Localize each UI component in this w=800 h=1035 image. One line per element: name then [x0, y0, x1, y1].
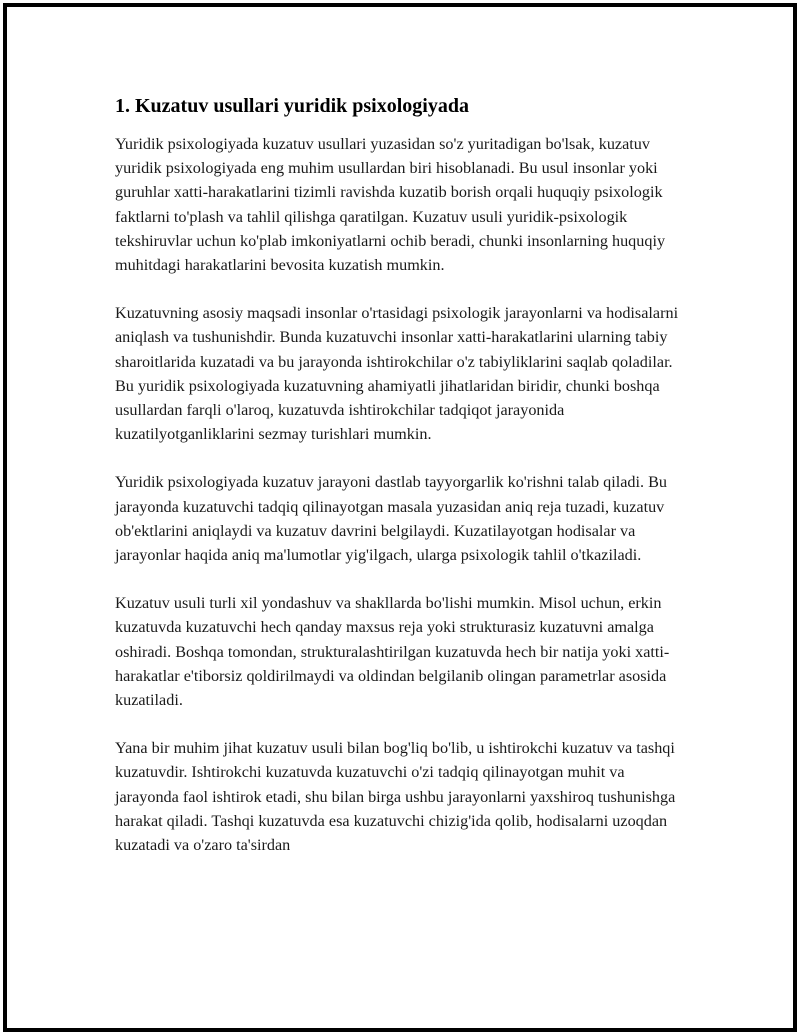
paragraph-2: Kuzatuvning asosiy maqsadi insonlar o'rtasidagi psixologik jarayonlarni va hodisalarni aniqlash va tushunishdir. Bunda kuzatuvchi insonlar xatti-harakatlarini ularning tabiy sharoitlarida kuzatadi va bu jarayonda ishtirokchilar o'z tabiyliklarini saqlab qoladilar. Bu yuridik psixologiyada kuzatuvning ahamiyatli jihatlaridan biridir, chunki boshqa usullardan farqli o'laroq, kuzatuvda ishtirokchilar tadqiqot jarayonida kuzatilyotganliklarini sezmay turishlari mumkin. [115, 304, 679, 444]
section-heading: 1. Kuzatuv usullari yuridik psixologiyada [115, 95, 469, 117]
document-body [115, 93, 690, 881]
paragraph-1: Yuridik psixologiyada kuzatuv usullari yuzasidan so'z yuritadigan bo'lsak, kuzatuv yuridik psixologiyada eng muhim usullardan biri hisoblanadi. Bu usul insonlar yoki guruhlar xatti-harakatlarini tizimli ravishda kuzatib borish orqali huquqiy psixologik faktlarni to'plash va tahlil qilishga qaratilgan. Kuzatuv usuli yuridik-psixologik tekshiruvlar uchun ko'plab imkoniyatlarni ochib beradi, chunki insonlarning huquqiy muhitdagi harakatlarini bevosita kuzatish mumkin. [115, 135, 666, 275]
paragraph-4: Kuzatuv usuli turli xil yondashuv va shakllarda bo'lishi mumkin. Misol uchun, erkin kuzatuvda kuzatuvchi hech qanday maxsus reja yoki strukturasiz kuzatuvni amalga oshiradi. Boshqa tomondan, strukturalashtirilgan kuzatuvda hech bir natija yoki xatti-harakatlar e'tiborsiz qoldirilmaydi va oldindan belgilanib olingan parametrlar asosida kuzatiladi. [115, 594, 670, 710]
paragraph-3: Yuridik psixologiyada kuzatuv jarayoni dastlab tayyorgarlik ko'rishni talab qiladi. Bu jarayonda kuzatuvchi tadqiq qilinayotgan masala yuzasidan aniq reja tuzadi, kuzatuv ob'ektlarini aniqlaydi va kuzatuv davrini belgilaydi. Kuzatilayotgan hodisalar va jarayonlar haqida aniq ma'lumotlar yig'ilgach, ularga psixologik tahlil o'tkaziladi. [115, 473, 667, 565]
paragraph-5: Yana bir muhim jihat kuzatuv usuli bilan bog'liq bo'lib, u ishtirokchi kuzatuv va tashqi kuzatuvdir. Ishtirokchi kuzatuvda kuzatuvchi o'zi tadqiq qilinayotgan muhit va jarayonda faol ishtirok etadi, shu bilan birga ushbu jarayonlarni yaxshiroq tushunishga harakat qiladi. Tashqi kuzatuvda esa kuzatuvchi chizig'ida qolib, hodisalarni uzoqdan kuzatadi va o'zaro ta'sirdan [115, 739, 676, 855]
